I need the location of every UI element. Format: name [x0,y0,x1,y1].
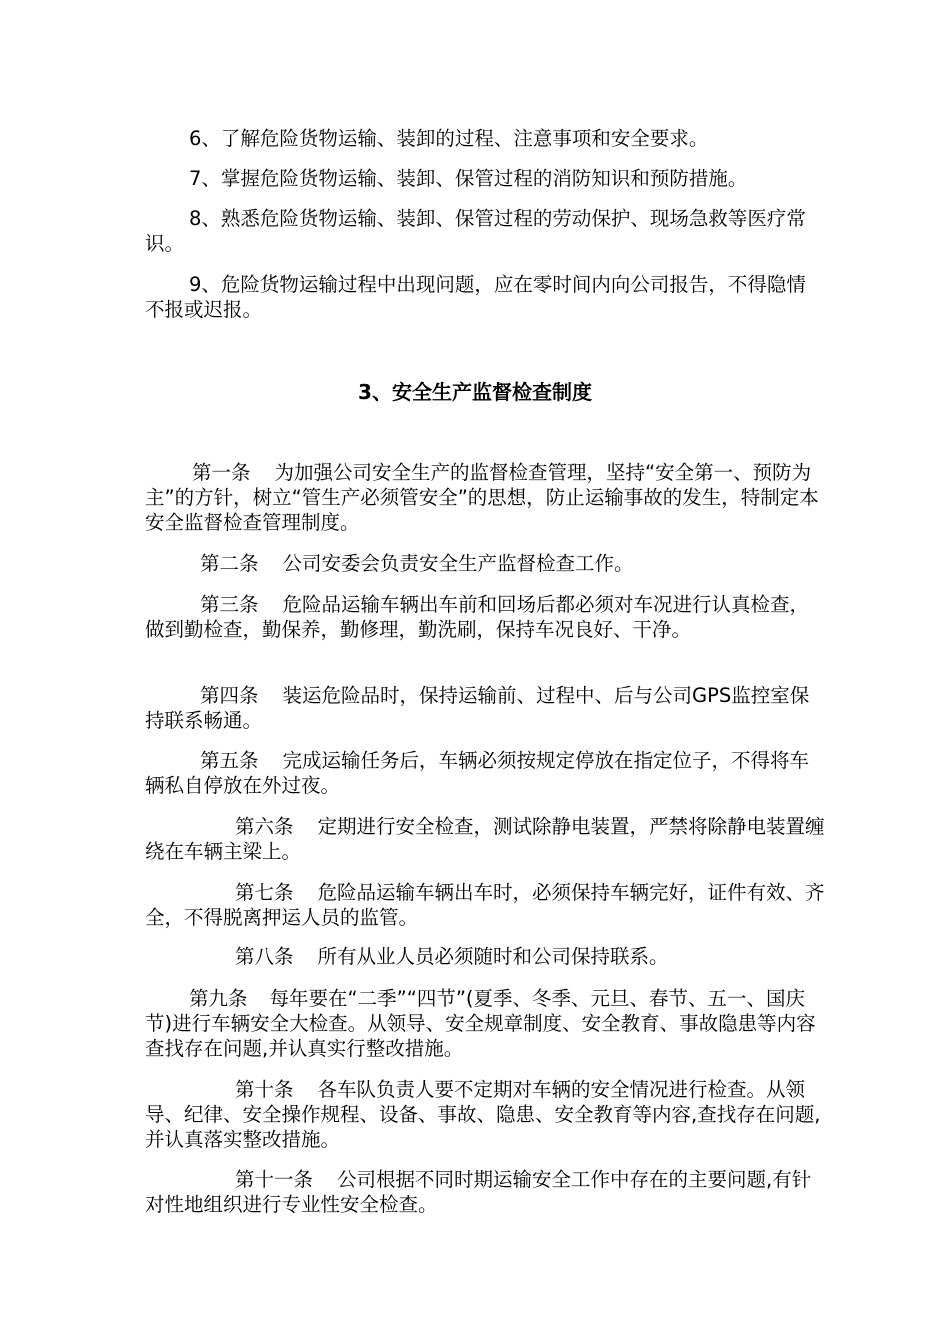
article-text: 危险品运输车辆出车时，必须保持车辆完好，证件有效、齐全，不得脱离押运人员的监管。 [145,881,825,929]
article-label: 第九条 [189,987,248,1010]
article-4 [145,683,825,733]
list-item: 7、掌握危险货物运输、装卸、保管过程的消防知识和预防措施。 [189,167,748,190]
article-text: 各车队负责人要不定期对车辆的安全情况进行检查。从领导、纪律、安全操作规程、设备、事故、隐患、安全教育等内容,查找存在问题,并认真落实整改措施。 [145,1078,821,1151]
list-item: 8、熟悉危险货物运输、装卸、保管过程的劳动保护、现场急救等医疗常识。 [145,207,806,255]
article-text: 完成运输任务后，车辆必须按规定停放在指定位子，不得将车辆私自停放在外过夜。 [145,749,810,797]
article-text: 所有从业人员必须随时和公司保持联系。 [317,945,669,968]
article-label: 第三条 [200,593,259,616]
article-label: 第六条 [235,815,294,838]
article-9 [145,986,825,1061]
article-text: 为加强公司安全生产的监督检查管理，坚持“安全第一、预防为主”的方针，树立“管生产必须管安全”的思想，防止运输事故的发生，特制定本安全监督检查管理制度。 [145,461,819,534]
list-item: 9、危险货物运输过程中出现问题，应在零时间内向公司报告，不得隐情不报或迟报。 [145,273,806,321]
article-text: 每年要在“二季”“四节”(夏季、冬季、元旦、春节、五一、国庆节)进行车辆安全大检查。从领导、安全规章制度、安全教育、事故隐患等内容查找存在问题,并认真实行整改措施。 [145,987,816,1060]
article-text: 装运危险品时，保持运输前、过程中、后与公司GPS监控室保持联系畅通。 [145,684,810,732]
section-title: 3、安全生产监督检查制度 [358,380,592,404]
article-text: 公司根据不同时期运输安全工作中存在的主要问题,有针对性地组织进行专业性安全检查。 [145,1168,812,1216]
article-2 [145,551,825,576]
article-label: 第八条 [235,945,294,968]
article-6 [145,814,825,864]
article-5 [145,748,825,798]
article-3 [145,592,825,642]
article-text: 公司安委会负责安全生产监督检查工作。 [282,552,634,575]
article-label: 第四条 [200,684,259,707]
article-label: 第十条 [235,1078,294,1101]
article-text: 定期进行安全检查，测试除静电装置，严禁将除静电装置缠绕在车辆主梁上。 [145,815,825,863]
article-1 [145,460,825,535]
article-label: 第一条 [192,461,251,484]
list-item: 6、了解危险货物运输、装卸的过程、注意事项和安全要求。 [189,127,709,150]
article-11 [145,1167,825,1217]
article-label: 第十一条 [235,1168,314,1191]
article-label: 第七条 [235,881,294,904]
article-8 [145,944,825,969]
article-7 [145,880,825,930]
article-text: 危险品运输车辆出车前和回场后都必须对车况进行认真检查，做到勤检查，勤保养，勤修理，勤洗刷，保持车况良好、干净。 [145,593,810,641]
article-10 [145,1077,825,1152]
article-label: 第五条 [200,749,259,772]
article-label: 第二条 [200,552,259,575]
